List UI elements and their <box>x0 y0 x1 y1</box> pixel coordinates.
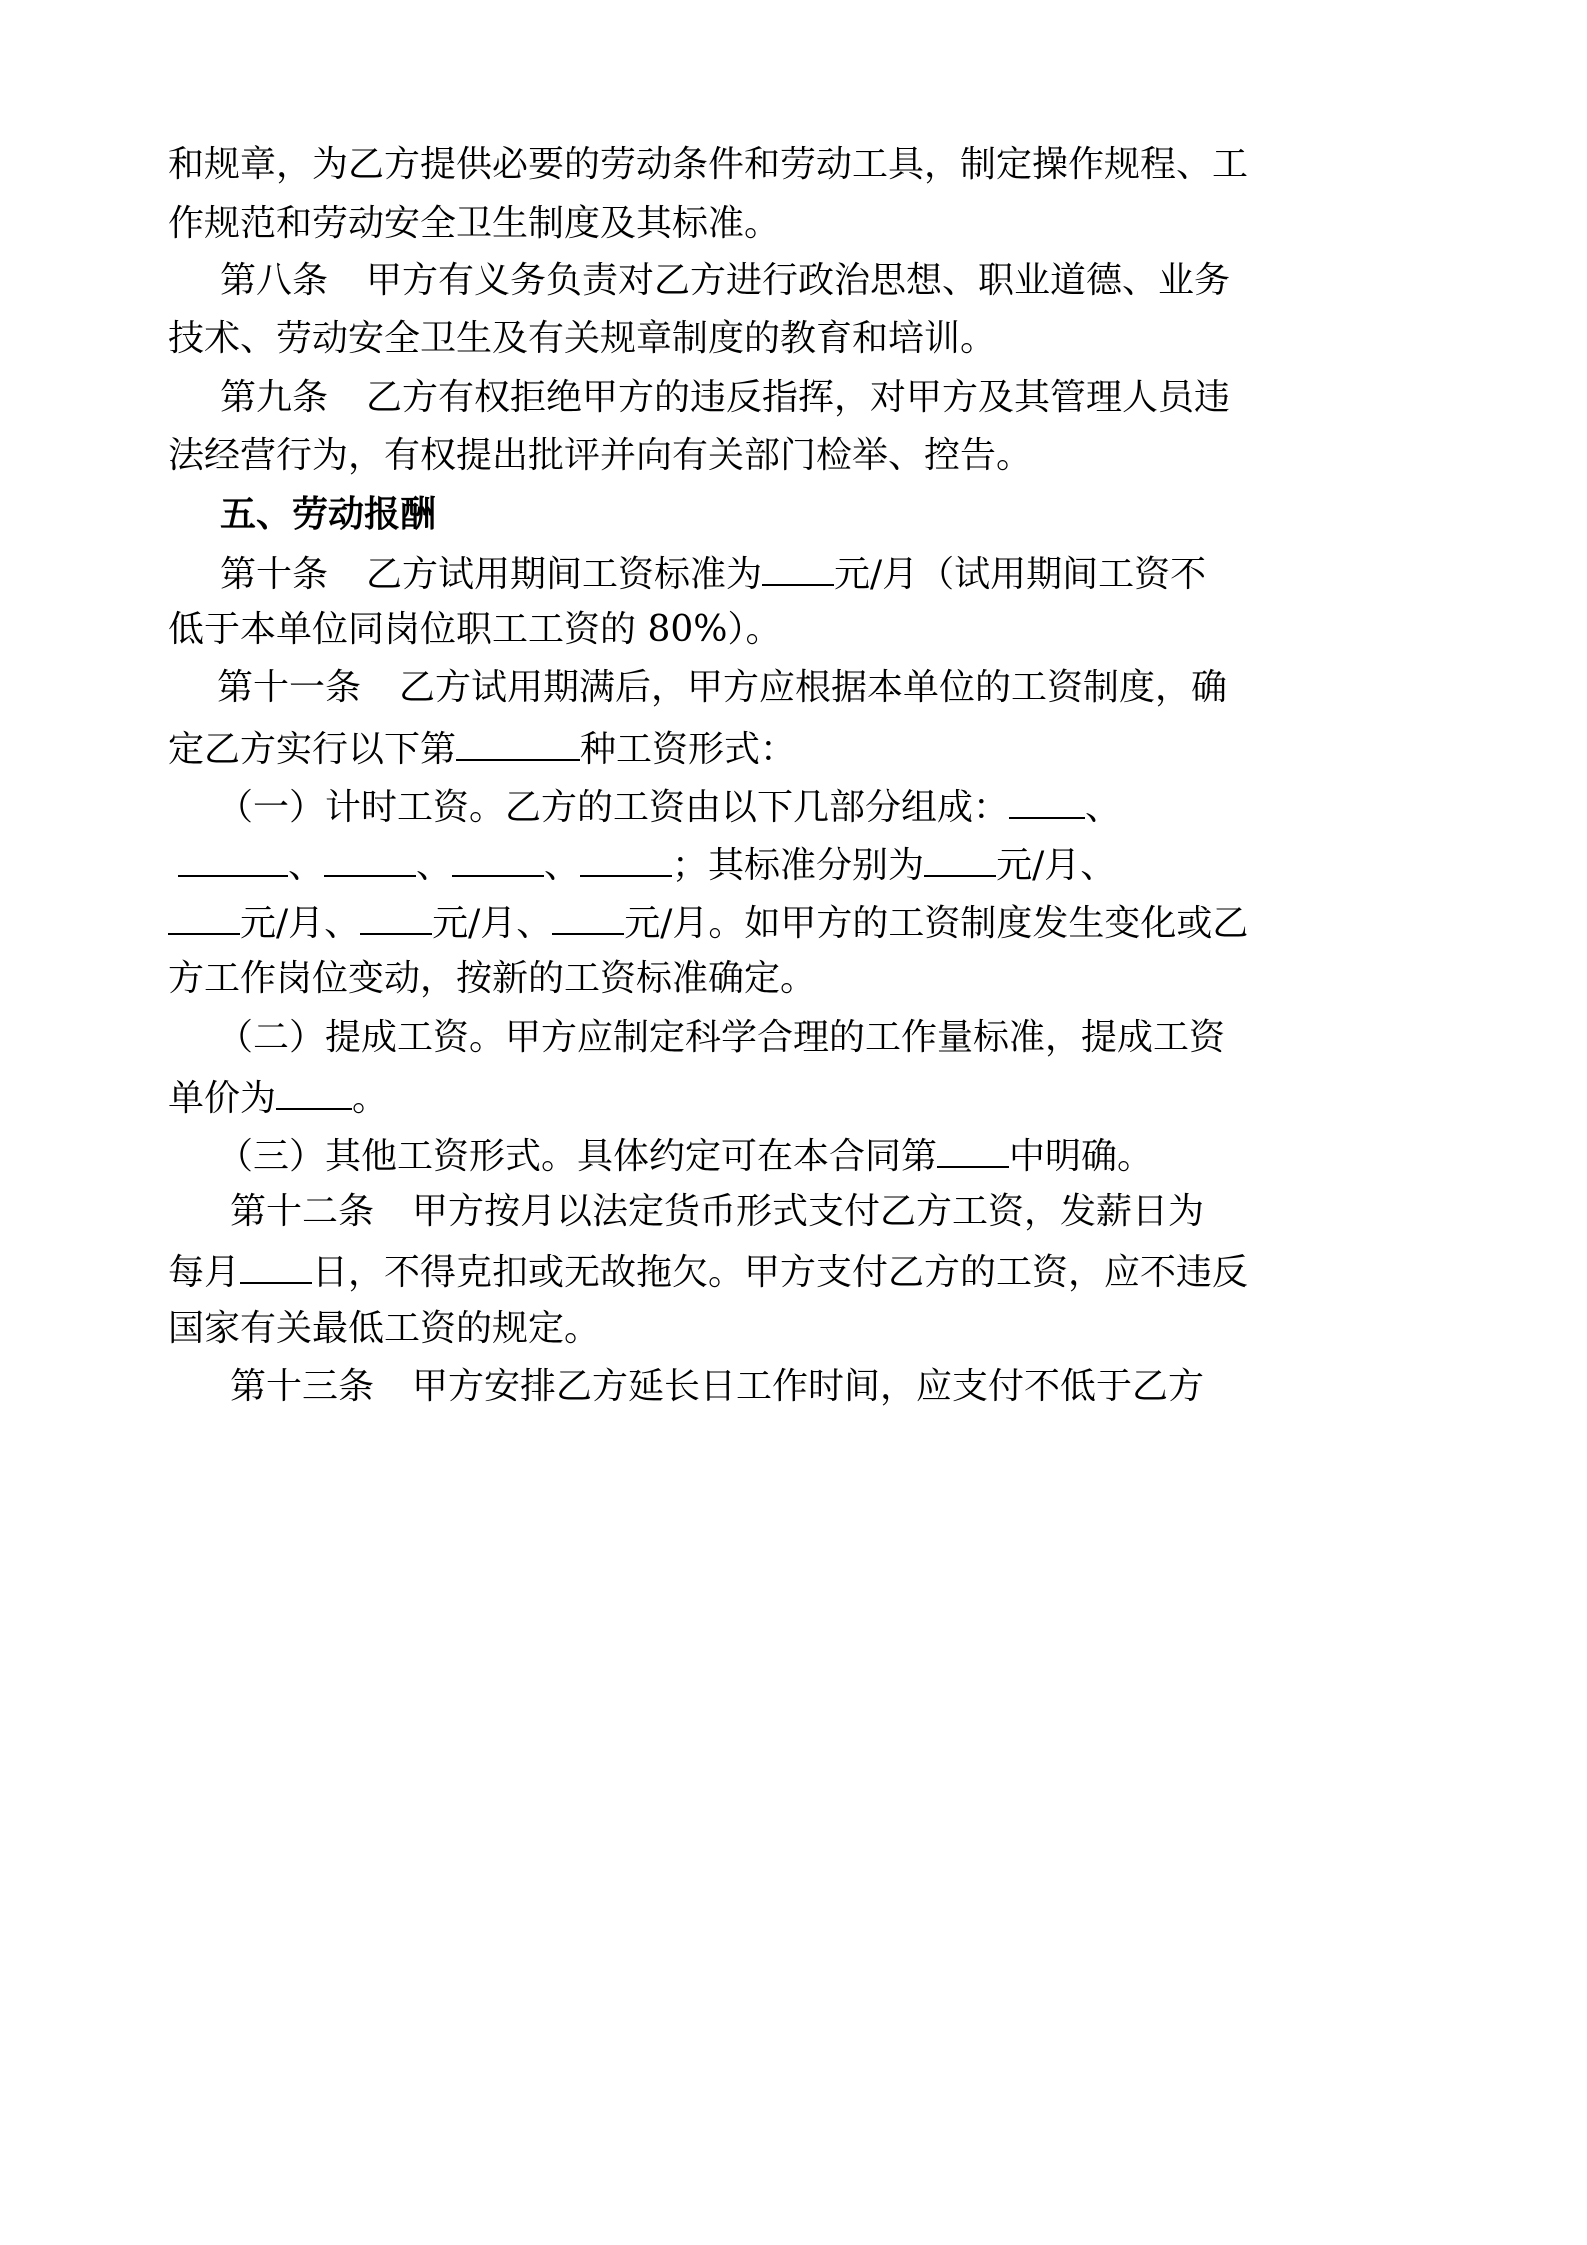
line-text: 甲方安排乙方延长日工作时间，应支付不低于乙方 <box>412 1366 1205 1407</box>
line-text: 乙方试用期满后，甲方应根据本单位的工资制度，确 <box>399 667 1228 708</box>
blank-field[interactable] <box>580 839 672 877</box>
line-text: 、 <box>288 845 325 886</box>
line-text: 元/月、 <box>240 903 361 944</box>
line-text: 定乙方实行以下第 <box>168 729 457 770</box>
line-text: 。 <box>352 1078 389 1119</box>
text-line-21 <box>168 1305 600 1353</box>
line-text: 元/月（试用期间工资不 <box>834 554 1207 595</box>
text-line-11 <box>168 723 796 774</box>
blank-field[interactable] <box>762 548 834 586</box>
text-line-16 <box>217 1014 1225 1062</box>
text-line-20 <box>168 1246 1248 1297</box>
line-text: 和规章，为乙方提供必要的劳动条件和劳动工具，制定操作规程、工 <box>168 144 1249 185</box>
line-text: （一）计时工资。乙方的工资由以下几部分组成： <box>217 787 1010 828</box>
text-line-6 <box>168 432 1032 480</box>
line-text: 每月 <box>168 1252 241 1293</box>
line-text: （二）提成工资。甲方应制定科学合理的工作量标准，提成工资 <box>217 1017 1226 1058</box>
line-text: 甲方按月以法定货币形式支付乙方工资，发薪日为 <box>412 1191 1205 1232</box>
text-line-9 <box>168 606 781 654</box>
line-text: 元/月、 <box>432 903 553 944</box>
section-title: 五、劳动报酬 <box>220 493 437 535</box>
line-text: 法经营行为，有权提出批评并向有关部门检举、控告。 <box>168 435 1033 476</box>
line-text: 种工资形式： <box>580 729 797 770</box>
section-heading <box>220 490 436 538</box>
line-text: 、 <box>1085 787 1122 828</box>
line-text: 单价为 <box>168 1078 277 1119</box>
text-line-1 <box>168 141 1248 189</box>
blank-field[interactable] <box>276 1072 352 1110</box>
line-text: 、 <box>416 845 453 886</box>
text-line-13 <box>178 839 1116 890</box>
line-text: ；其标准分别为 <box>672 845 925 886</box>
blank-field[interactable] <box>924 839 996 877</box>
line-text: 乙方有权拒绝甲方的违反指挥，对甲方及其管理人员违 <box>366 377 1231 418</box>
blank-field[interactable] <box>452 839 544 877</box>
line-text: 国家有关最低工资的规定。 <box>168 1308 601 1349</box>
text-line-14 <box>168 897 1248 948</box>
text-line-12 <box>217 781 1121 832</box>
article-number: 第十二条 <box>230 1191 375 1232</box>
text-line-2 <box>168 200 780 248</box>
line-text: 元/月、 <box>996 845 1117 886</box>
article-10 <box>220 548 1206 599</box>
text-line-4 <box>168 315 996 363</box>
article-number: 第八条 <box>220 260 329 301</box>
line-text: 作规范和劳动安全卫生制度及其标准。 <box>168 203 781 244</box>
blank-field[interactable] <box>360 897 432 935</box>
line-text: 方工作岗位变动，按新的工资标准确定。 <box>168 958 817 999</box>
line-text: （三）其他工资形式。具体约定可在本合同第 <box>217 1136 938 1177</box>
line-text: 乙方试用期间工资标准为 <box>366 554 763 595</box>
line-text: 低于本单位同岗位职工工资的 80%）。 <box>168 609 782 650</box>
text-line-18 <box>217 1130 1153 1181</box>
article-number: 第九条 <box>220 377 329 418</box>
line-text: 元/月。如甲方的工资制度发生变化或乙 <box>624 903 1249 944</box>
line-text: 、 <box>544 845 581 886</box>
article-11 <box>217 664 1227 712</box>
text-line-17 <box>168 1072 388 1123</box>
blank-field[interactable] <box>324 839 416 877</box>
article-number: 第十条 <box>220 554 329 595</box>
blank-field[interactable] <box>1009 781 1085 819</box>
blank-field[interactable] <box>456 723 580 761</box>
line-text: 日，不得克扣或无故拖欠。甲方支付乙方的工资，应不违反 <box>312 1252 1249 1293</box>
article-number: 第十一条 <box>217 667 362 708</box>
article-8 <box>220 257 1230 305</box>
blank-field[interactable] <box>178 839 288 877</box>
article-9 <box>220 374 1230 422</box>
blank-field[interactable] <box>168 897 240 935</box>
text-line-15 <box>168 955 816 1003</box>
line-text: 中明确。 <box>1009 1136 1154 1177</box>
blank-field[interactable] <box>240 1246 312 1284</box>
article-13 <box>230 1363 1204 1411</box>
article-number: 第十三条 <box>230 1366 375 1407</box>
line-text: 甲方有义务负责对乙方进行政治思想、职业道德、业务 <box>366 260 1231 301</box>
article-12 <box>230 1188 1204 1236</box>
blank-field[interactable] <box>552 897 624 935</box>
line-text: 技术、劳动安全卫生及有关规章制度的教育和培训。 <box>168 318 997 359</box>
blank-field[interactable] <box>937 1130 1009 1168</box>
